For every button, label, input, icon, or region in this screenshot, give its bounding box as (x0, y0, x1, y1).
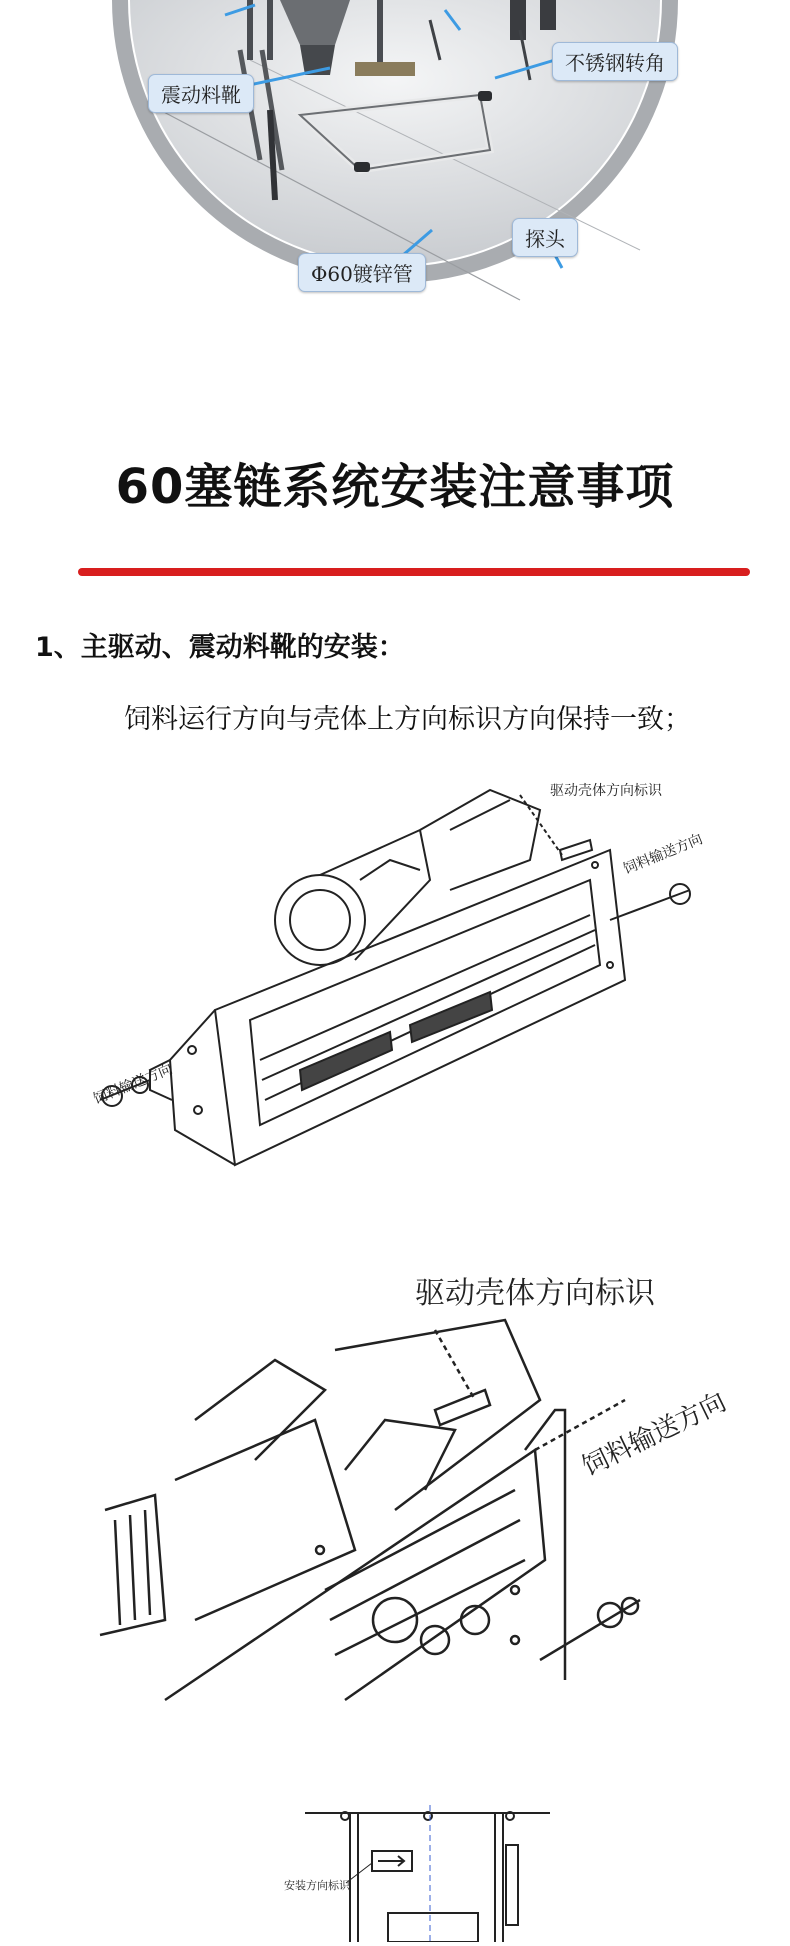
housing-direction-label: 驱动壳体方向标识 (550, 783, 662, 799)
conveying-direction-label-detail: 饲料输送方向 (577, 1387, 732, 1483)
install-orientation-line-drawing (270, 1805, 570, 1942)
instruction-paragraph: 饲料运行方向与壳体上方向标识方向保持一致； (124, 704, 691, 735)
section-title: 60塞链系统安装注意事项 (115, 459, 675, 515)
drive-unit-drawing (90, 770, 730, 1190)
callout-stainless-corner: 不锈钢转角 (552, 42, 678, 81)
step-heading: 1、主驱动、震动料靴的安装： (35, 632, 405, 663)
title-underline-divider (78, 568, 750, 576)
callout-vibrating-hopper: 震动料靴 (148, 74, 254, 113)
callout-probe: 探头 (512, 218, 578, 257)
installation-overview-figure (0, 0, 790, 340)
housing-direction-label-detail: 驱动壳体方向标识 (415, 1276, 655, 1311)
drive-detail-drawing (95, 1260, 735, 1730)
conveying-direction-label-left: 饲料输送方向 (91, 1061, 176, 1108)
drive-unit-line-drawing (90, 770, 730, 1190)
conveying-direction-label-right: 饲料输送方向 (621, 831, 706, 878)
install-orientation-drawing (270, 1805, 570, 1942)
callout-galvanized-pipe: Φ60镀锌管 (298, 253, 426, 292)
drive-detail-line-drawing (95, 1260, 735, 1730)
install-direction-label: 安装方向标识 (284, 1879, 350, 1892)
